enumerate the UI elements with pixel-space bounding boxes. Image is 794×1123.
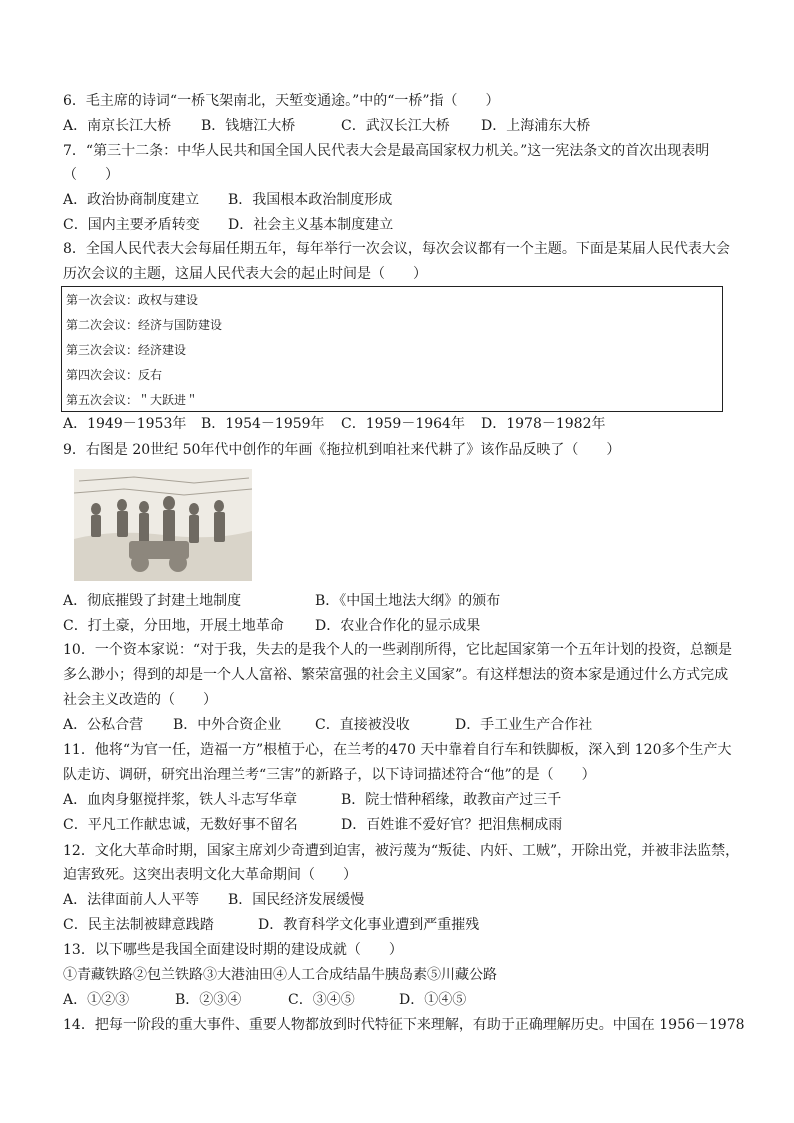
q8-topic-2: 第二次会议：经济与国防建设	[66, 318, 223, 332]
q11-option-a: A．血肉身躯搅拌浆，铁人斗志写华章	[63, 792, 298, 808]
q7-options-row2	[63, 216, 743, 234]
q7-option-d: D．社会主义基本制度建立	[228, 217, 394, 233]
q11-stem-line2: 队走访、调研，研究出治理兰考“三害”的新路子，以下诗词描述符合“他”的是（ ）	[63, 767, 596, 783]
q13-stem: 13．以下哪些是我国全面建设时期的建设成就（ ）	[63, 942, 403, 958]
q6-options	[63, 117, 743, 135]
q10-stem-line3: 社会主义改造的（ ）	[63, 692, 217, 708]
q12-option-c: C．民主法制被肆意践踏	[63, 917, 214, 933]
q9-option-b: B．《中国土地法大纲》的颁布	[315, 593, 501, 609]
q7-stem-line2: （ ）	[63, 167, 119, 183]
q8-options	[63, 415, 743, 433]
q12-option-d: D．教育科学文化事业遭到严重摧残	[258, 917, 480, 933]
q12-stem-line1: 12．文化大革命时期，国家主席刘少奇遭到迫害，被污蔑为“叛徒、内奸、工贼”，开除出党，并被非法监禁，	[63, 843, 740, 859]
q8-topic-3: 第三次会议：经济建设	[66, 343, 187, 357]
q8-topic-5: 第五次会议：＂大跃进＂	[66, 393, 199, 407]
q10-stem-line1: 10．一个资本家说：“对于我，失去的是我个人的一些剥削所得，它比起国家第一个五年计划的投资，总额是	[63, 642, 732, 658]
q9-option-a: A．彻底摧毁了封建土地制度	[63, 593, 242, 609]
q10-stem-line2: 多么渺小；得到的却是一个人人富裕、繁荣富强的社会主义国家”。有这样想法的资本家是通过什么方式完成	[63, 667, 729, 683]
q9-options-row1	[63, 592, 743, 610]
q13-option-d: D．①④⑤	[399, 992, 467, 1008]
q13-option-a: A．①②③	[63, 992, 130, 1008]
q8-meeting-topics-box	[61, 286, 723, 412]
q6-option-d: D．上海浦东大桥	[481, 118, 591, 134]
q9-options-row2	[63, 617, 743, 635]
q8-topic-4: 第四次会议：反右	[66, 368, 163, 382]
q12-options-row2	[63, 916, 743, 934]
q12-option-b: B．国民经济发展缓慢	[228, 892, 365, 908]
q10-option-a: A．公私合营	[63, 717, 144, 733]
q6-stem: 6．毛主席的诗词“一桥飞架南北，天堑变通途。”中的“一桥”指（ ）	[63, 93, 500, 109]
q13-items: ①青藏铁路②包兰铁路③大港油田④人工合成结晶牛胰岛素⑤川藏公路	[63, 967, 497, 983]
q7-option-a: A．政治协商制度建立	[63, 192, 200, 208]
q9-option-d: D．农业合作化的显示成果	[315, 618, 481, 634]
q8-stem-line2: 历次会议的主题，这届人民代表大会的起止时间是（ ）	[63, 266, 427, 282]
q12-option-a: A．法律面前人人平等	[63, 892, 200, 908]
q9-stem: 9．右图是 20世纪 50年代中创作的年画《拖拉机到咱社来代耕了》该作品反映了（ ）	[63, 442, 621, 458]
q7-option-b: B．我国根本政治制度形成	[228, 192, 393, 208]
q6-option-b: B．钱塘江大桥	[201, 118, 296, 134]
q13-option-c: C．③④⑤	[288, 992, 355, 1008]
q11-option-b: B．院士惜种稻缘，敢教亩产过三千	[341, 792, 562, 808]
q11-stem-line1: 11．他将“为官一任，造福一方”根植于心，在兰考的470 天中靠着自行车和铁脚板，深入到 120多个生产大	[63, 742, 732, 758]
q14-stem: 14．把每一阶段的重大事件、重要人物都放到时代特征下来理解，有助于正确理解历史。中国在 1956－1978	[63, 1017, 745, 1033]
q11-options-row2	[63, 816, 743, 834]
painting-sketch	[74, 469, 252, 581]
q8-option-d: D．1978－1982年	[481, 416, 606, 432]
q8-topic-1: 第一次会议：政权与建设	[66, 293, 199, 307]
q10-options	[63, 716, 743, 734]
q8-stem-line1: 8．全国人民代表大会每届任期五年，每年举行一次会议，每次会议都有一个主题。下面是某届人民代表大会	[63, 241, 730, 257]
q10-option-b: B．中外合资企业	[173, 717, 282, 733]
q12-stem-line2: 迫害致死。这突出表明文化大革命期间（ ）	[63, 867, 357, 883]
q13-option-b: B．②③④	[175, 992, 242, 1008]
q13-options	[63, 991, 743, 1009]
q7-option-c: C．国内主要矛盾转变	[63, 217, 200, 233]
q7-options-row1	[63, 191, 743, 209]
q10-option-c: C．直接被没收	[315, 717, 410, 733]
q10-option-d: D．手工业生产合作社	[455, 717, 593, 733]
q11-option-d: D．百姓谁不爱好官？把泪焦桐成雨	[341, 817, 563, 833]
q7-stem-line1: 7．“第三十二条：中华人民共和国全国人民代表大会是最高国家权力机关。”这一宪法条文的首次出现表明	[63, 143, 710, 159]
q8-option-c: C．1959－1964年	[341, 416, 465, 432]
q8-option-b: B．1954－1959年	[201, 416, 325, 432]
q9-option-c: C．打土豪，分田地，开展土地革命	[63, 618, 284, 634]
q12-options-row1	[63, 891, 743, 909]
q6-option-a: A．南京长江大桥	[63, 118, 172, 134]
q11-option-c: C．平凡工作献忠诚，无数好事不留名	[63, 817, 298, 833]
q11-options-row1	[63, 791, 743, 809]
new-year-painting-image	[74, 469, 252, 581]
q6-option-c: C．武汉长江大桥	[341, 118, 450, 134]
q8-option-a: A．1949－1953年	[63, 416, 187, 432]
